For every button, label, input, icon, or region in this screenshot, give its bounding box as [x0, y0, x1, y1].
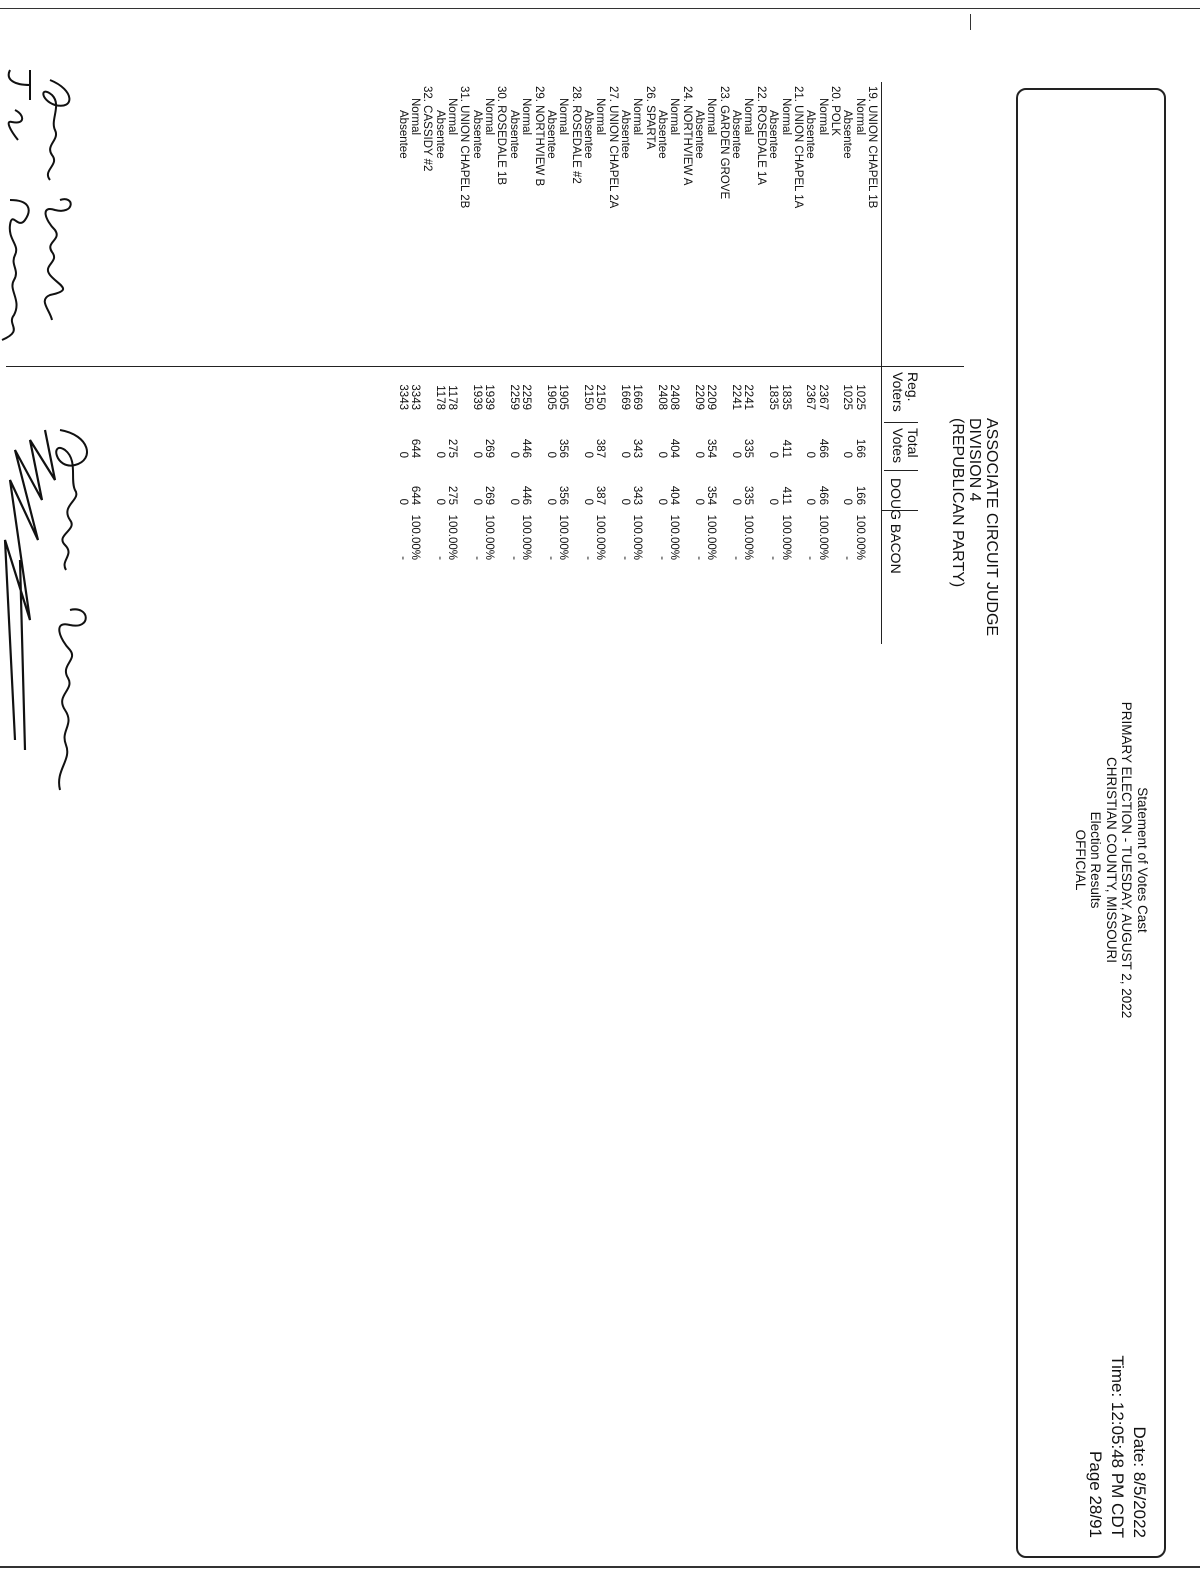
vote-row [619, 0, 631, 700]
total-votes-cell: 466 [816, 438, 829, 458]
vote-row [656, 0, 668, 700]
vote-row [557, 0, 569, 700]
county-name: CHRISTIAN COUNTY, MISSOURI [1104, 756, 1119, 964]
total-votes-cell: 446 [520, 438, 533, 458]
total-votes-cell: 0 [544, 451, 557, 458]
precinct-name: 21. UNION CHAPEL 1A [791, 86, 804, 209]
reg-voters-cell: 1939 [483, 384, 496, 410]
precinct-name: 31. UNION CHAPEL 2B [458, 86, 471, 209]
vote-row [816, 0, 828, 700]
candidate-votes-cell: 356 [557, 485, 570, 505]
vote-type-label: Normal [409, 98, 422, 136]
total-votes-cell: 0 [656, 451, 669, 458]
precinct-row [569, 0, 581, 700]
candidate-votes-cell: 0 [767, 498, 780, 505]
precinct-row [755, 0, 767, 700]
precinct-row [606, 0, 618, 700]
vote-type-label: Absentee [507, 110, 520, 159]
total-votes-cell: 0 [619, 451, 631, 458]
vote-row [446, 0, 458, 700]
vote-row [483, 0, 495, 700]
total-votes-cell: 404 [668, 438, 681, 458]
candidate-votes-cell: 0 [544, 498, 557, 505]
candidate-votes-cell: 343 [631, 485, 644, 505]
candidate-percent-cell: - [619, 556, 631, 560]
vote-row [668, 0, 680, 700]
candidate-percent-cell: 100.00% [742, 514, 755, 560]
reg-header-line1: Reg. [905, 372, 921, 402]
candidate-percent-cell: 100.00% [520, 514, 533, 560]
candidate-votes-cell: 335 [742, 485, 755, 505]
reg-voters-cell: 1835 [779, 384, 792, 410]
precinct-name: 26. SPARTA [643, 86, 656, 150]
candidate-votes-cell: 354 [705, 485, 718, 505]
reg-voters-cell: 1178 [446, 385, 459, 410]
precinct-name: 27. UNION CHAPEL 2A [606, 86, 619, 209]
candidate-votes-cell: 0 [581, 498, 594, 505]
vote-type-label: Normal [446, 98, 459, 136]
reg-voters-cell: 1939 [470, 384, 483, 410]
precinct-name: 24. NORTHVIEW A [680, 86, 693, 186]
reg-voters-cell: 2209 [693, 384, 706, 410]
candidate-percent-cell: - [730, 556, 743, 560]
candidate-votes-cell: 0 [841, 498, 854, 505]
total-header-line1: Total [905, 428, 921, 458]
candidate-votes-cell: 0 [619, 498, 631, 505]
vote-row [767, 0, 779, 700]
reg-voters-cell: 2150 [581, 384, 594, 410]
race-title-line3: (REPUBLICAN PARTY) [949, 418, 966, 588]
reg-voters-cell: 1905 [544, 384, 557, 410]
vote-type-label: Absentee [470, 110, 483, 159]
vote-type-label: Normal [705, 98, 718, 136]
candidate-votes-cell: 0 [656, 498, 669, 505]
candidate-votes-cell: 0 [470, 498, 483, 505]
table-header-rule [881, 82, 882, 644]
precinct-row [643, 0, 655, 700]
reg-voters-header [890, 372, 920, 412]
candidate-percent-cell: - [470, 556, 483, 560]
precinct-name: 20. POLK [828, 86, 841, 136]
candidate-votes-cell: 411 [779, 486, 792, 505]
candidate-header: DOUG BACON [888, 478, 904, 574]
precinct-row [680, 0, 692, 700]
vote-row [409, 0, 421, 700]
vote-row [545, 0, 557, 700]
candidate-votes-cell: 0 [730, 498, 743, 505]
reg-voters-cell: 2241 [730, 384, 743, 410]
reg-voters-cell: 1178 [433, 385, 446, 410]
total-votes-cell: 644 [409, 438, 422, 458]
vote-row [853, 0, 865, 700]
candidate-votes-cell: 0 [693, 498, 706, 505]
candidate-percent-cell: - [544, 556, 557, 560]
vote-type-label: Normal [483, 98, 496, 136]
report-header-meta [1084, 1355, 1150, 1538]
report-header-box [1016, 88, 1166, 1558]
candidate-votes-cell: 466 [816, 485, 829, 505]
vote-row [508, 0, 520, 700]
reg-voters-cell: 2241 [742, 384, 755, 410]
vote-type-label: Absentee [693, 110, 706, 159]
total-votes-header [890, 428, 920, 463]
vote-type-label: Normal [853, 98, 866, 136]
vote-row [631, 0, 643, 700]
candidate-percent-cell: - [581, 556, 594, 560]
reg-voters-cell: 2367 [816, 384, 829, 410]
race-title [949, 418, 1000, 636]
total-votes-cell: 0 [470, 451, 483, 458]
candidate-percent-cell: - [767, 556, 780, 560]
candidate-votes-cell: 166 [853, 485, 866, 505]
precinct-row [495, 0, 507, 700]
candidate-percent-cell: 100.00% [668, 514, 681, 560]
precinct-name: 23. GARDEN GROVE [717, 86, 730, 200]
total-votes-cell: 166 [853, 438, 866, 458]
reg-voters-cell: 2408 [668, 384, 681, 410]
vote-row [841, 0, 853, 700]
candidate-percent-cell: 100.00% [705, 514, 718, 560]
candidate-percent-cell: 100.00% [853, 514, 866, 560]
total-votes-cell: 354 [705, 438, 718, 458]
report-title: Statement of Votes Cast [1135, 787, 1150, 933]
vote-row [804, 0, 816, 700]
vote-type-label: Absentee [619, 110, 631, 159]
results-label: Election Results [1088, 811, 1104, 909]
column-separator [884, 422, 918, 423]
reg-voters-cell: 3343 [396, 384, 409, 410]
candidate-votes-cell: 0 [507, 498, 520, 505]
candidate-percent-cell: 100.00% [409, 514, 422, 560]
candidate-percent-cell: - [396, 556, 409, 560]
reg-voters-cell: 2209 [705, 384, 718, 410]
vote-row [520, 0, 532, 700]
page-number: Page 28/91 [1086, 1451, 1105, 1538]
reg-voters-cell: 1669 [631, 384, 644, 410]
vote-type-label: Absentee [804, 110, 817, 159]
precinct-row [458, 0, 470, 700]
candidate-percent-cell: 100.00% [483, 514, 496, 560]
total-header-line2: Votes [890, 428, 906, 464]
candidate-votes-cell: 404 [668, 485, 681, 505]
vote-type-label: Absentee [544, 110, 557, 159]
vote-type-label: Normal [742, 98, 755, 136]
candidate-percent-cell: 100.00% [816, 514, 829, 560]
candidate-votes-cell: 387 [594, 485, 607, 505]
candidate-percent-cell: - [693, 556, 706, 560]
total-votes-cell: 356 [557, 438, 570, 458]
vote-row [582, 0, 594, 700]
total-votes-cell: 0 [730, 451, 743, 458]
total-votes-cell: 0 [396, 451, 409, 458]
vote-type-label: Normal [668, 98, 681, 136]
column-separator [884, 470, 918, 471]
candidate-percent-cell: 100.00% [779, 514, 792, 560]
reg-voters-cell: 2259 [520, 384, 533, 410]
vote-row [396, 0, 408, 700]
vote-type-label: Absentee [433, 110, 446, 159]
total-votes-cell: 0 [433, 451, 446, 458]
total-votes-cell: 269 [483, 438, 496, 458]
vote-type-label: Normal [520, 98, 533, 136]
vote-row [433, 0, 445, 700]
reg-voters-cell: 2259 [507, 384, 520, 410]
signature-4 [0, 420, 60, 770]
total-votes-cell: 0 [693, 451, 706, 458]
candidate-votes-cell: 0 [433, 498, 446, 505]
precinct-row [829, 0, 841, 700]
vote-type-label: Normal [557, 98, 570, 136]
vote-type-label: Absentee [841, 110, 854, 159]
reg-voters-cell: 3343 [409, 384, 422, 410]
vote-type-label: Normal [594, 98, 607, 136]
election-name: PRIMARY ELECTION - TUESDAY, AUGUST 2, 2022 [1119, 701, 1135, 1019]
vote-type-label: Absentee [581, 110, 594, 159]
total-votes-cell: 0 [841, 451, 854, 458]
total-votes-cell: 0 [507, 451, 520, 458]
report-time: Time: 12:05:48 PM CDT [1108, 1355, 1127, 1538]
vote-type-label: Normal [779, 98, 792, 136]
total-votes-cell: 411 [779, 439, 792, 458]
reg-voters-cell: 1025 [853, 384, 866, 410]
total-votes-cell: 387 [594, 438, 607, 458]
precinct-name: 30. ROSEDALE 1B [495, 86, 508, 186]
vote-row [693, 0, 705, 700]
vote-row [779, 0, 791, 700]
candidate-votes-cell: 446 [520, 485, 533, 505]
candidate-percent-cell: - [656, 556, 669, 560]
precinct-name: 19. UNION CHAPEL 1B [866, 86, 878, 209]
precinct-name: 32. CASSIDY #2 [421, 86, 434, 172]
vote-row [705, 0, 717, 700]
reg-voters-cell: 2367 [804, 384, 817, 410]
reg-voters-cell: 1669 [619, 384, 631, 410]
vote-row [742, 0, 754, 700]
precinct-row [792, 0, 804, 700]
total-votes-cell: 335 [742, 438, 755, 458]
race-title-line1: ASSOCIATE CIRCUIT JUDGE [983, 418, 1000, 637]
total-votes-cell: 275 [446, 438, 459, 458]
candidate-percent-cell: 100.00% [446, 514, 459, 560]
vote-type-label: Absentee [767, 110, 780, 159]
candidate-percent-cell: - [841, 556, 854, 560]
precinct-name: 28. ROSEDALE #2 [569, 86, 582, 184]
reg-voters-cell: 2408 [656, 384, 669, 410]
candidate-percent-cell: - [433, 556, 446, 560]
report-date: Date: 8/5/2022 [1130, 1426, 1149, 1538]
vote-row [594, 0, 606, 700]
reg-voters-cell: 2150 [594, 384, 607, 410]
race-title-line2: DIVISION 4 [966, 418, 983, 502]
vote-type-label: Normal [816, 98, 829, 136]
vote-type-label: Absentee [656, 110, 669, 159]
precinct-name: 22. ROSEDALE 1A [754, 86, 767, 186]
vote-row [471, 0, 483, 700]
precinct-name: 29. NORTHVIEW B [532, 86, 545, 187]
candidate-votes-cell: 644 [409, 485, 422, 505]
candidate-percent-cell: - [804, 556, 817, 560]
candidate-votes-cell: 275 [446, 485, 459, 505]
candidate-votes-cell: 0 [804, 498, 817, 505]
reg-voters-cell: 1905 [557, 384, 570, 410]
candidate-votes-cell: 0 [396, 498, 409, 505]
report-header-center [1073, 650, 1151, 1070]
reg-voters-cell: 1835 [767, 384, 780, 410]
vote-type-label: Normal [631, 98, 644, 136]
total-votes-cell: 0 [804, 451, 817, 458]
precinct-row [866, 0, 878, 700]
candidate-percent-cell: 100.00% [594, 514, 607, 560]
candidate-percent-cell: 100.00% [557, 514, 570, 560]
candidate-votes-cell: 269 [483, 485, 496, 505]
precinct-row [532, 0, 544, 700]
vote-type-label: Absentee [730, 110, 743, 159]
total-votes-cell: 343 [631, 438, 644, 458]
signature-2 [0, 60, 40, 360]
candidate-percent-cell: 100.00% [631, 514, 644, 560]
reg-header-line2: Voters [890, 372, 906, 412]
vote-type-label: Absentee [396, 110, 409, 159]
precinct-row [718, 0, 730, 700]
official-label: OFFICIAL [1073, 829, 1088, 891]
vote-row [730, 0, 742, 700]
reg-voters-cell: 1025 [841, 384, 854, 410]
candidate-percent-cell: - [507, 556, 520, 560]
total-votes-cell: 0 [767, 451, 780, 458]
total-votes-cell: 0 [581, 451, 594, 458]
precinct-row [421, 0, 433, 700]
